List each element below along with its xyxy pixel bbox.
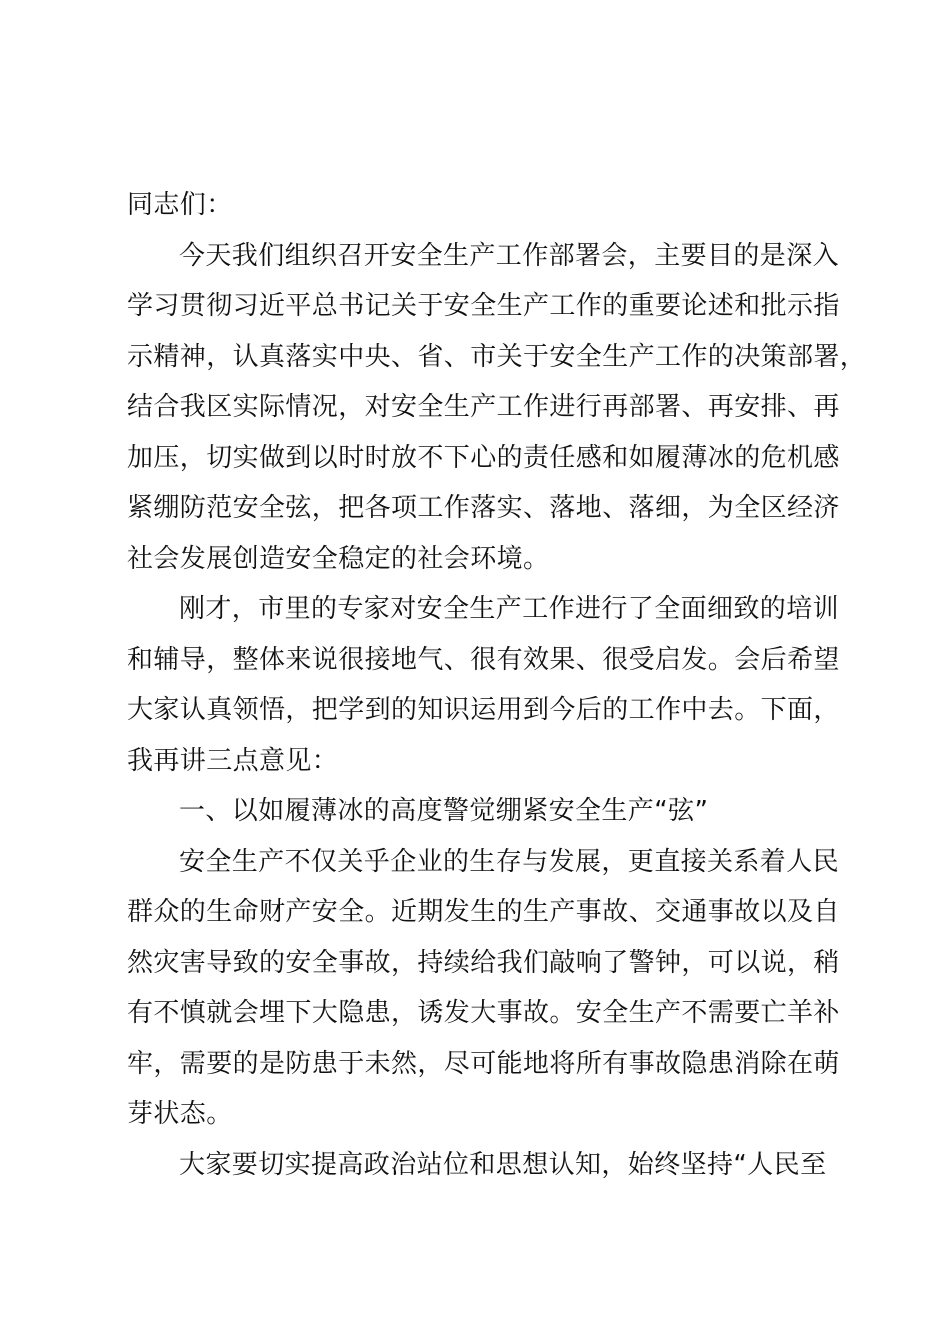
paragraph-line: 结合我区实际情况，对安全生产工作进行再部署、再安排、再	[127, 392, 840, 422]
salutation	[127, 180, 837, 231]
paragraph-line: 大家要切实提高政治站位和思想认知，始终坚持“人民至	[179, 1149, 827, 1180]
paragraph-line: 刚才，市里的专家对安全生产工作进行了全面细致的培训	[179, 594, 840, 624]
paragraph-line: 学习贯彻习近平总书记关于安全生产工作的重要论述和批示指	[127, 291, 840, 321]
paragraph-line: 紧绷防范安全弦，把各项工作落实、落地、落细，为全区经济	[127, 493, 840, 523]
paragraph-line: 大家认真领悟，把学到的知识运用到今后的工作中去。下面，	[127, 695, 840, 725]
paragraph-line: 示精神，认真落实中央、省、市关于安全生产工作的决策部署，	[127, 341, 867, 372]
paragraph-political	[127, 1140, 837, 1191]
paragraph-line: 安全生产不仅关乎企业的生存与发展，更直接关系着人民	[179, 846, 840, 877]
paragraph-line: 群众的生命财产安全。近期发生的生产事故、交通事故以及自	[127, 897, 840, 927]
paragraph-line: 牢，需要的是防患于未然，尽可能地将所有事故隐患消除在萌	[127, 1048, 840, 1079]
paragraph-line: 有不慎就会埋下大隐患，诱发大事故。安全生产不需要亡羊补	[127, 998, 840, 1028]
salutation-text: 同志们：	[127, 190, 233, 220]
paragraph-line: 我再讲三点意见：	[127, 745, 339, 776]
paragraph-line: 加压，切实做到以时时放不下心的责任感和如履薄冰的危机感	[127, 442, 840, 473]
paragraph-line: 芽状态。	[127, 1099, 233, 1129]
section-heading-1	[127, 786, 837, 837]
paragraph-line: 和辅导，整体来说很接地气、很有效果、很受启发。会后希望	[127, 644, 840, 675]
paragraph-safety	[127, 837, 840, 1140]
document-body	[127, 180, 867, 1190]
paragraph-line: 今天我们组织召开安全生产工作部署会，主要目的是深入	[179, 240, 840, 271]
paragraph-training	[127, 584, 840, 786]
section-heading-text: 一、以如履薄冰的高度警觉绷紧安全生产“弦”	[179, 796, 709, 826]
paragraph-line: 然灾害导致的安全事故，持续给我们敲响了警钟，可以说，稍	[127, 947, 840, 978]
paragraph-line: 社会发展创造安全稳定的社会环境。	[127, 543, 550, 574]
paragraph-opening	[127, 231, 867, 585]
